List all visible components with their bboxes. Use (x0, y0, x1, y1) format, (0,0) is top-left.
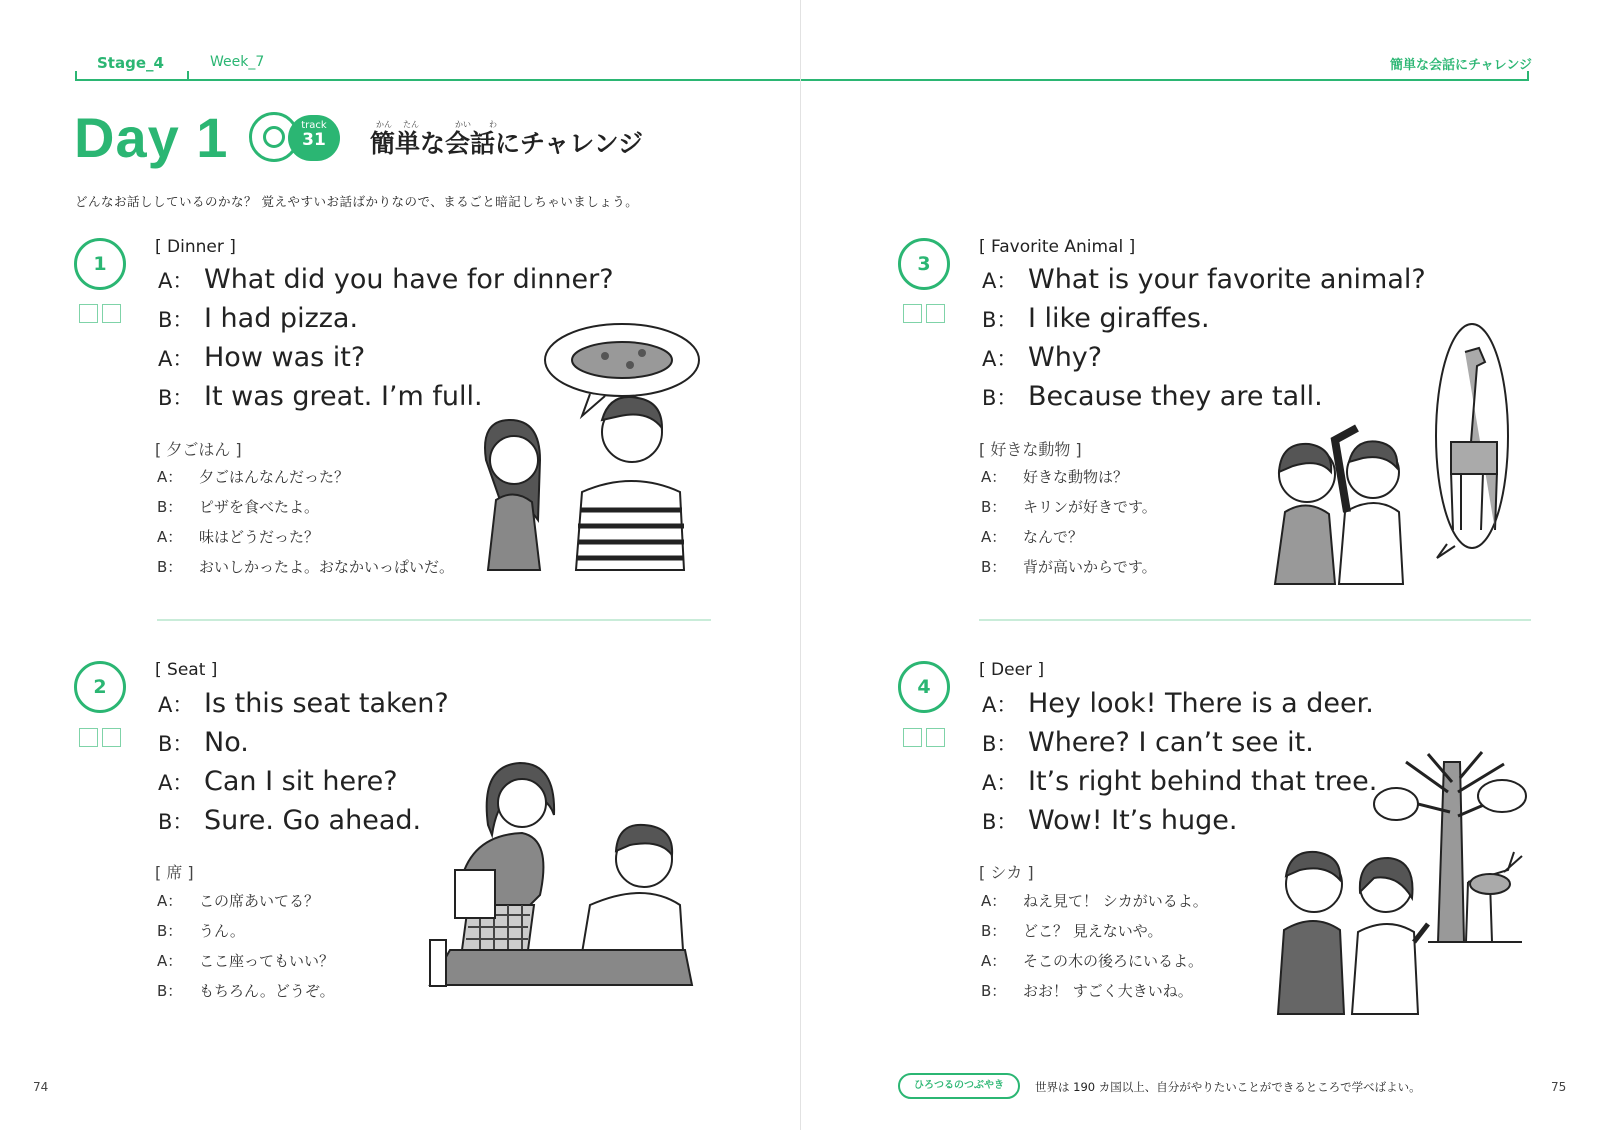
section-separator (979, 619, 1531, 621)
speaker-label: B： (981, 982, 1007, 1000)
speaker-label: B： (982, 732, 1018, 756)
speaker-label: A： (981, 892, 1007, 910)
dialogue-line: I like giraffes. (1028, 303, 1210, 334)
checkboxes-3[interactable] (903, 304, 945, 323)
dialogue-line: Hey look! There is a deer. (1028, 688, 1374, 719)
dialogue-line: Why? (1028, 342, 1103, 373)
checkbox[interactable] (102, 728, 121, 747)
checkbox[interactable] (903, 304, 922, 323)
track-number: 31 (302, 130, 326, 150)
speaker-label: B： (157, 558, 183, 576)
section-title: [ Favorite Animal ] (979, 237, 1136, 257)
speaker-label: A： (982, 269, 1018, 293)
speaker-label: B： (982, 386, 1018, 410)
speaker-label: A： (981, 468, 1007, 486)
speaker-label: B： (982, 810, 1018, 834)
speaker-label: B： (158, 386, 194, 410)
section-title: [ Seat ] (155, 660, 218, 680)
illustration-dinner (470, 320, 710, 590)
dialogue-line: Is this seat taken? (204, 688, 449, 719)
jp-title: [ 席 ] (155, 863, 194, 882)
dialogue-en (158, 684, 449, 840)
header-tick-left (75, 71, 77, 80)
footer-note: 世界は 190 カ国以上、自分がやりたいことができるところで学べばよい。 (1035, 1080, 1421, 1094)
jp-line: ねえ見て！ シカがいるよ。 (1023, 892, 1208, 910)
header-rule (75, 79, 1529, 81)
ruby: わ (489, 120, 497, 129)
jp-title: [ シカ ] (979, 863, 1034, 882)
jp-title: [ 好きな動物 ] (979, 440, 1082, 459)
speaker-label: B： (981, 558, 1007, 576)
dialogue-line: Where? I can’t see it. (1028, 727, 1314, 758)
week-label: Week_7 (210, 54, 265, 70)
speaker-label: B： (158, 732, 194, 756)
speaker-label: A： (158, 771, 194, 795)
jp-line: どこ？ 見えないや。 (1023, 922, 1163, 940)
speaker-label: A： (158, 693, 194, 717)
speaker-label: B： (981, 498, 1007, 516)
speaker-label: A： (982, 771, 1018, 795)
section-title: [ Deer ] (979, 660, 1045, 680)
ruby: たん (403, 120, 419, 129)
dialogue-line: It was great. I’m full. (204, 381, 483, 412)
ruby: かい (455, 120, 471, 129)
japanese-title: 簡単な会話にチャレンジ (370, 129, 644, 158)
dialogue-line: How was it? (204, 342, 366, 373)
dialogue-jp (157, 886, 335, 1006)
header-chapter-title: 簡単な会話にチャレンジ (1390, 58, 1532, 73)
track-label: track (301, 120, 327, 131)
dialogue-jp (981, 462, 1157, 582)
dialogue-line: It’s right behind that tree. (1028, 766, 1378, 797)
cd-hub-icon (263, 126, 285, 148)
illustration-giraffe (1275, 322, 1530, 590)
checkboxes-1[interactable] (79, 304, 121, 323)
checkbox[interactable] (102, 304, 121, 323)
track-badge[interactable] (288, 115, 340, 161)
dialogue-jp (157, 462, 454, 582)
section-number-1: 1 (74, 238, 126, 290)
checkboxes-2[interactable] (79, 728, 121, 747)
speaker-label: B： (981, 922, 1007, 940)
page-number-left: 74 (33, 1080, 49, 1094)
dialogue-line: No. (204, 727, 249, 758)
jp-line: ピザを食べたよ。 (199, 498, 320, 516)
intro-text: どんなお話ししているのかな？ 覚えやすいお話ばかりなので、まるごと暗記しちゃいましょう。 (75, 194, 639, 209)
dialogue-jp (981, 886, 1208, 1006)
stage-label: Stage_4 (97, 54, 164, 72)
speaker-label: A： (981, 528, 1007, 546)
section-number-3: 3 (898, 238, 950, 290)
speaker-label: A： (157, 952, 183, 970)
speaker-label: B： (157, 922, 183, 940)
speaker-label: A： (158, 269, 194, 293)
jp-title: [ 夕ごはん ] (155, 440, 242, 459)
dialogue-line: I had pizza. (204, 303, 359, 334)
ruby: かん (376, 120, 392, 129)
speaker-label: B： (158, 810, 194, 834)
dialogue-line: What is your favorite animal? (1028, 264, 1426, 295)
section-number-4: 4 (898, 661, 950, 713)
dialogue-line: Because they are tall. (1028, 381, 1323, 412)
illustration-deer (1278, 752, 1533, 1017)
speaker-label: B： (158, 308, 194, 332)
section-separator (157, 619, 711, 621)
speaker-label: A： (157, 528, 183, 546)
jp-line: 味はどうだった？ (199, 528, 320, 546)
jp-line: なんで？ (1023, 528, 1084, 546)
speaker-label: A： (157, 892, 183, 910)
jp-line: キリンが好きです。 (1023, 498, 1157, 516)
jp-line: 好きな動物は？ (1023, 468, 1129, 486)
jp-line: 背が高いからです。 (1023, 558, 1157, 576)
dialogue-line: Sure. Go ahead. (204, 805, 422, 836)
checkboxes-4[interactable] (903, 728, 945, 747)
jp-line: この席あいてる？ (199, 892, 320, 910)
checkbox[interactable] (903, 728, 922, 747)
speaker-label: A： (981, 952, 1007, 970)
speaker-label: B： (157, 982, 183, 1000)
dialogue-line: Can I sit here? (204, 766, 398, 797)
checkbox[interactable] (926, 728, 945, 747)
speaker-label: B： (982, 308, 1018, 332)
jp-line: ここ座ってもいい？ (199, 952, 335, 970)
checkbox[interactable] (926, 304, 945, 323)
jp-line: おお！ すごく大きいね。 (1023, 982, 1193, 1000)
jp-line: そこの木の後ろにいるよ。 (1023, 952, 1204, 970)
jp-line: 夕ごはんなんだった？ (199, 468, 350, 486)
speaker-label: A： (982, 693, 1018, 717)
speaker-label: A： (158, 347, 194, 371)
dialogue-line: What did you have for dinner? (204, 264, 614, 295)
jp-line: おいしかったよ。おなかいっぱいだ。 (199, 558, 455, 576)
day-title: Day 1 (74, 106, 229, 169)
column-pill: ひろつるのつぶやき (898, 1073, 1020, 1099)
checkbox[interactable] (79, 728, 98, 747)
header-tick-mid (187, 71, 189, 80)
illustration-seat (430, 755, 710, 1010)
speaker-label: A： (982, 347, 1018, 371)
speaker-label: A： (157, 468, 183, 486)
book-spine (800, 0, 801, 1130)
dialogue-line: Wow! It’s huge. (1028, 805, 1238, 836)
jp-line: うん。 (199, 922, 245, 940)
page-number-right: 75 (1551, 1080, 1567, 1094)
section-title: [ Dinner ] (155, 237, 236, 257)
speaker-label: B： (157, 498, 183, 516)
checkbox[interactable] (79, 304, 98, 323)
jp-line: もちろん。どうぞ。 (199, 982, 335, 1000)
section-number-2: 2 (74, 661, 126, 713)
